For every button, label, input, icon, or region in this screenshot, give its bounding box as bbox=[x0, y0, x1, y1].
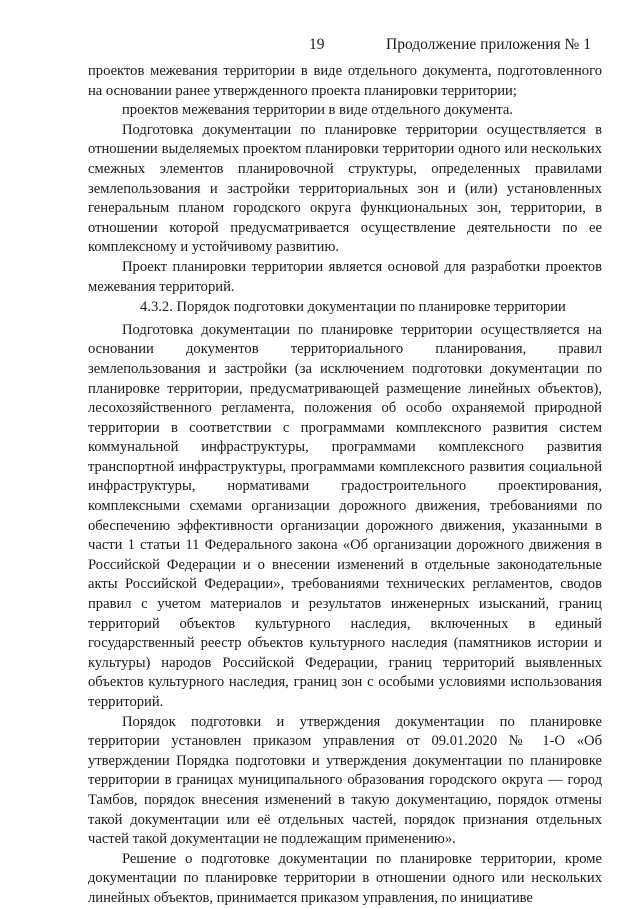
paragraph: Проект планировки территории является основой для разработки проектов межевания территорий. bbox=[88, 258, 602, 295]
page-header bbox=[0, 36, 640, 58]
paragraph: Подготовка документации по планировке территории осуществляется на основании документов территориального планирования, правил землепользования и застройки (за исключением подготовки документации по планировке территории, предусматривающей размещение линейных объектов), лесохозяйственного регламента, положения об особо охраняемой природной территории в соответствии с программами комплексного развития систем коммунальной инфраструктуры, программами комплексного развития транспортной инфраструктуры, программами комплексного развития социальной инфраструктуры, нормативами градостроительного проектирования, комплексными схемами организации дорожного движения, требованиями по обеспечению эффективности организации дорожного движения, указанными в части 1 статьи 11 Федерального закона «Об организации дорожного движения в Российской Федерации и о внесении изменений в отдельные законодательные акты Российской Федерации», требованиями технических регламентов, сводов правил с учетом материалов и результатов инженерных изысканий, границ территорий объектов культурного наследия, включенных в единый государственный реестр объектов культурного наследия (памятников истории и культуры) народов Российской Федерации, границ территорий выявленных объектов культурного наследия, границ зон с особыми условиями использования территорий. bbox=[88, 321, 602, 710]
paragraph: проектов межевания территории в виде отдельного документа, подготовленного на основании ранее утвержденного проекта планировки территории; bbox=[88, 63, 602, 99]
page-number: 19 bbox=[309, 36, 325, 53]
paragraph: Решение о подготовке документации по планировке территории, кроме документации по планировке территории в отношении одного или нескольких линейных объектов, принимается приказом управления, по инициативе bbox=[88, 850, 602, 906]
paragraph: Порядок подготовки и утверждения документации по планировке территории установлен приказом управления от 09.01.2020 № 1-О «Об утверждении Порядка подготовки и утверждения документации по планировке территории в границах муниципального образования городского округа — город Тамбов, порядок внесения изменений в такую документацию, порядок отмены такой документации или её отдельных частей, порядок признания отдельных частей такой документации не подлежащим применению». bbox=[88, 713, 602, 848]
document-body bbox=[88, 62, 602, 909]
paragraph: Подготовка документации по планировке территории осуществляется в отношении выделяемых проектом планировки территории одного или нескольких смежных элементов планировочной структуры, определенных правилами землепользования и застройки территориальных зон и (или) установленных генеральным планом городского округа функциональных зон, территории, в отношении которой предусматривается осуществление деятельности по ее комплексному и устойчивому развитию. bbox=[88, 121, 602, 256]
continuation-label: Продолжение приложения № 1 bbox=[386, 36, 591, 53]
section-heading: 4.3.2. Порядок подготовки документации по планировке территории bbox=[140, 299, 566, 316]
paragraph: проектов межевания территории в виде отдельного документа. bbox=[122, 102, 514, 119]
